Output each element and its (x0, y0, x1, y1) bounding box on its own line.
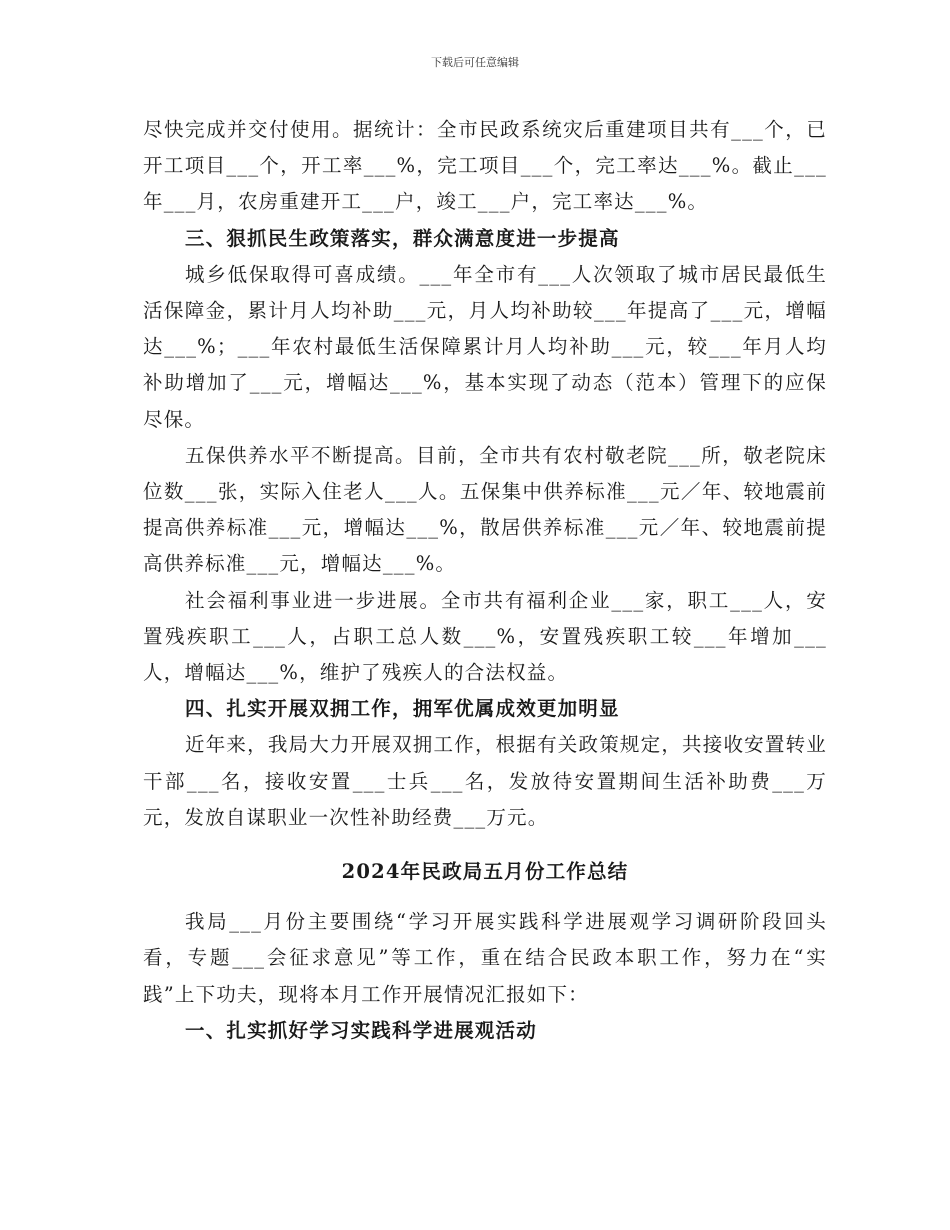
paragraph-intro: 我局___月份主要围绕“学习开展实践科学进展观学习调研阶段回头看，专题___会征求意见”等工作，重在结合民政本职工作，努力在“实践”上下功夫，现将本月工作开展情况汇报如下： (143, 910, 827, 1006)
paragraph-reconstruction-stats: 尽快完成并交付使用。据统计：全市民政系统灾后重建项目共有___个，已开工项目___个，开工率___%，完工项目___个，完工率达___%。截止___年___月，农房重建开工___户，竣工___户，完工率达___%。 (143, 118, 827, 214)
section-heading-3: 三、狠抓民生政策落实，群众满意度进一步提高 (185, 226, 620, 250)
paragraph-minimum-living: 城乡低保取得可喜成绩。___年全市有___人次领取了城市居民最低生活保障金，累计月人均补助___元，月人均补助较___年提高了___元，增幅达___%；___年农村最低生活保障累计月人均补助___元，较___年月人均补助增加了___元，增幅达___%，基本实现了动态（范本）管理下的应保尽保。 (143, 262, 827, 431)
paragraph-social-welfare: 社会福利事业进一步进展。全市共有福利企业___家，职工___人，安置残疾职工___人，占职工总人数___%，安置残疾职工较___年增加___人，增幅达___%，维护了残疾人的合法权益。 (143, 588, 827, 685)
section-heading-1: 一、扎实抓好学习实践科学进展观活动 (185, 1018, 537, 1042)
document-title: 2024年民政局五月份工作总结 (341, 860, 629, 884)
document-body (143, 112, 827, 1049)
paragraph-double-support: 近年来，我局大力开展双拥工作，根据有关政策规定，共接收安置转业干部___名，接收安置___士兵___名，发放待安置期间生活补助费___万元，发放自谋职业一次性补助经费___万元。 (143, 733, 827, 829)
section-heading-4: 四、扎实开展双拥工作，拥军优属成效更加明显 (185, 697, 620, 721)
paragraph-five-guarantees: 五保供养水平不断提高。目前，全市共有农村敬老院___所，敬老院床位数___张，实际入住老人___人。五保集中供养标准___元／年、较地震前提高供养标准___元，增幅达___%，散居供养标准___元／年、较地震前提高供养标准___元，增幅达___%。 (143, 443, 827, 576)
page-header-note: 下载后可任意编辑 (431, 56, 519, 69)
